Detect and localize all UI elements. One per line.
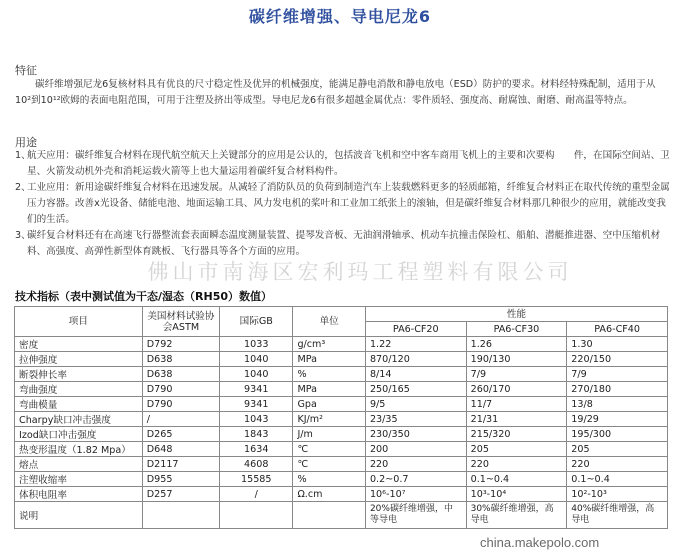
spec-table bbox=[14, 306, 668, 529]
cell-cf30: 1.26 bbox=[466, 337, 567, 352]
usage-list bbox=[15, 148, 675, 260]
table-title: 技术指标（表中测试值为干态/湿态（RH50）数值） bbox=[15, 290, 272, 303]
cell-cf20: 23/35 bbox=[365, 412, 466, 427]
cell-gb: 1843 bbox=[220, 427, 293, 442]
features-heading: 特征 bbox=[15, 64, 37, 77]
cell-gb: / bbox=[220, 487, 293, 502]
table-row bbox=[15, 457, 668, 472]
cell-unit: J/m bbox=[293, 427, 366, 442]
cell-item: 热变形温度（1.82 Mpa） bbox=[15, 442, 143, 457]
cell-gb: 15585 bbox=[220, 472, 293, 487]
cell-item: 注塑收缩率 bbox=[15, 472, 143, 487]
cell-cf20: 200 bbox=[365, 442, 466, 457]
features-paragraph bbox=[15, 77, 670, 109]
table-note-row bbox=[15, 502, 668, 529]
table-row bbox=[15, 367, 668, 382]
cell-gb: 1033 bbox=[220, 337, 293, 352]
cell-cf30: 205 bbox=[466, 442, 567, 457]
cell-unit: Gpa bbox=[293, 397, 366, 412]
cell-cf20: 10⁶-10⁷ bbox=[365, 487, 466, 502]
cell-astm: D648 bbox=[142, 442, 219, 457]
table-row bbox=[15, 472, 668, 487]
cell-cf20: 230/350 bbox=[365, 427, 466, 442]
table-header-row bbox=[15, 307, 668, 322]
cell-item: 断裂伸长率 bbox=[15, 367, 143, 382]
cell-gb: 1040 bbox=[220, 367, 293, 382]
cell-cf30: 260/170 bbox=[466, 382, 567, 397]
cell-cf30: 220 bbox=[466, 457, 567, 472]
page-title: 碳纤维增强、导电尼龙6 bbox=[248, 7, 432, 26]
cell-cf20: 250/165 bbox=[365, 382, 466, 397]
note-label: 说明 bbox=[15, 502, 143, 529]
usage-item-number: 2、 bbox=[15, 182, 31, 193]
cell-astm: D2117 bbox=[142, 457, 219, 472]
cell-astm: D638 bbox=[142, 352, 219, 367]
cell-cf40: 1.30 bbox=[567, 337, 668, 352]
source-watermark: china.makepolo.com bbox=[480, 535, 600, 550]
cell-astm: / bbox=[142, 412, 219, 427]
cell-unit: g/cm³ bbox=[293, 337, 366, 352]
cell-cf40: 195/300 bbox=[567, 427, 668, 442]
cell-cf40: 7/9 bbox=[567, 367, 668, 382]
cell-cf40: 19/29 bbox=[567, 412, 668, 427]
cell-cf30: 0.1~0.4 bbox=[466, 472, 567, 487]
note-empty bbox=[142, 502, 219, 529]
usage-item-number: 1、 bbox=[15, 150, 31, 161]
cell-cf20: 1.22 bbox=[365, 337, 466, 352]
header-unit: 单位 bbox=[293, 307, 366, 337]
cell-cf20: 0.2~0.7 bbox=[365, 472, 466, 487]
cell-cf20: 870/120 bbox=[365, 352, 466, 367]
note-cf20: 20%碳纤维增强，中等导电 bbox=[365, 502, 466, 529]
usage-item bbox=[15, 180, 675, 228]
note-empty bbox=[220, 502, 293, 529]
cell-unit: ℃ bbox=[293, 457, 366, 472]
cell-cf20: 9/5 bbox=[365, 397, 466, 412]
usage-item-text: 工业应用：新用途碳纤维复合材料在迅速发展。从减轻了消防队员的负荷到制造汽车上装载燃料更多的轻质邮箱，纤维复合材料正在取代传统的重型金属压力容器。改善x光设备、储能电池、地面运输工具、风力发电机的桨叶和工业加工纸张上的滚轴，但是碳纤维复合材料那几种很少的应用，就能改变我们的生活。 bbox=[27, 182, 670, 225]
cell-cf40: 13/8 bbox=[567, 397, 668, 412]
table-row bbox=[15, 382, 668, 397]
usage-heading: 用途 bbox=[15, 136, 37, 149]
cell-gb: 9341 bbox=[220, 382, 293, 397]
cell-gb: 9341 bbox=[220, 397, 293, 412]
features-text: 碳纤维增强尼龙6复核材料具有优良的尺寸稳定性及优异的机械强度，能满足静电消散和静电放电（ESD）防护的要求。材料经特殊配制，适用于从10²到10¹²欧姆的表面电阻范围，可用于注塑及挤出等成型。导电尼龙6有很多超越金属优点：零件质轻、强度高、耐腐蚀、耐磨、耐高温等特点。 bbox=[15, 79, 656, 106]
usage-item-text: 碳纤复合材料还有在高速飞行器整流套表面瞬态温度测量装置、提琴发音板、无油润滑轴承、机动车抗撞击保险杠、船舶、潜艇推进器、空中压缩机材料、高强度、高弹性新型体育跳板、飞行器具等各个方面的应用。 bbox=[27, 230, 661, 257]
header-astm: 美国材料试验协会ASTM bbox=[142, 307, 219, 337]
cell-gb: 1634 bbox=[220, 442, 293, 457]
cell-astm: D265 bbox=[142, 427, 219, 442]
cell-astm: D955 bbox=[142, 472, 219, 487]
cell-unit: MPa bbox=[293, 382, 366, 397]
cell-cf30: 7/9 bbox=[466, 367, 567, 382]
company-watermark: 佛山市南海区宏利玛工程塑料有限公司 bbox=[147, 260, 573, 284]
cell-unit: % bbox=[293, 472, 366, 487]
cell-item: 熔点 bbox=[15, 457, 143, 472]
cell-cf40: 220 bbox=[567, 457, 668, 472]
cell-unit: KJ/m² bbox=[293, 412, 366, 427]
cell-item: 弯曲强度 bbox=[15, 382, 143, 397]
cell-gb: 4608 bbox=[220, 457, 293, 472]
cell-unit: MPa bbox=[293, 352, 366, 367]
cell-astm: D790 bbox=[142, 382, 219, 397]
cell-cf30: 10³-10⁴ bbox=[466, 487, 567, 502]
cell-astm: D790 bbox=[142, 397, 219, 412]
table-row bbox=[15, 337, 668, 352]
cell-cf20: 220 bbox=[365, 457, 466, 472]
note-cf30: 30%碳纤维增强，高导电 bbox=[466, 502, 567, 529]
header-gb: 国际GB bbox=[220, 307, 293, 337]
header-grade-cf20: PA6-CF20 bbox=[365, 322, 466, 337]
cell-item: Izod缺口冲击强度 bbox=[15, 427, 143, 442]
note-cf40: 40%碳纤维增强，高导电 bbox=[567, 502, 668, 529]
cell-astm: D257 bbox=[142, 487, 219, 502]
cell-cf40: 270/180 bbox=[567, 382, 668, 397]
table-row bbox=[15, 412, 668, 427]
cell-cf40: 0.1~0.4 bbox=[567, 472, 668, 487]
usage-item bbox=[15, 148, 675, 180]
table-row bbox=[15, 397, 668, 412]
table-row bbox=[15, 487, 668, 502]
table-row bbox=[15, 442, 668, 457]
cell-unit: ℃ bbox=[293, 442, 366, 457]
cell-unit: % bbox=[293, 367, 366, 382]
table-row bbox=[15, 427, 668, 442]
cell-astm: D792 bbox=[142, 337, 219, 352]
cell-cf40: 220/150 bbox=[567, 352, 668, 367]
cell-item: Charpy缺口冲击强度 bbox=[15, 412, 143, 427]
cell-unit: Ω.cm bbox=[293, 487, 366, 502]
cell-item: 拉伸强度 bbox=[15, 352, 143, 367]
cell-cf30: 21/31 bbox=[466, 412, 567, 427]
header-item: 项目 bbox=[15, 307, 143, 337]
cell-astm: D638 bbox=[142, 367, 219, 382]
cell-item: 密度 bbox=[15, 337, 143, 352]
cell-cf30: 190/130 bbox=[466, 352, 567, 367]
usage-item-number: 3、 bbox=[15, 230, 31, 241]
cell-gb: 1043 bbox=[220, 412, 293, 427]
table-row bbox=[15, 352, 668, 367]
header-performance: 性能 bbox=[365, 307, 667, 322]
usage-item-text: 航天应用：碳纤维复合材料在现代航空航天上关键部分的应用是公认的，包括波音飞机和空中客车商用飞机上的主要和次要构 件，在国际空间站、卫星、火箭发动机外壳和消耗运载火箭等上也大量运用着碳纤复合材料构件。 bbox=[27, 150, 670, 177]
cell-item: 体积电阻率 bbox=[15, 487, 143, 502]
cell-item: 弯曲模量 bbox=[15, 397, 143, 412]
cell-gb: 1040 bbox=[220, 352, 293, 367]
cell-cf30: 11/7 bbox=[466, 397, 567, 412]
header-grade-cf30: PA6-CF30 bbox=[466, 322, 567, 337]
cell-cf20: 8/14 bbox=[365, 367, 466, 382]
note-empty bbox=[293, 502, 366, 529]
cell-cf40: 10²-10³ bbox=[567, 487, 668, 502]
header-grade-cf40: PA6-CF40 bbox=[567, 322, 668, 337]
cell-cf40: 205 bbox=[567, 442, 668, 457]
cell-cf30: 215/320 bbox=[466, 427, 567, 442]
